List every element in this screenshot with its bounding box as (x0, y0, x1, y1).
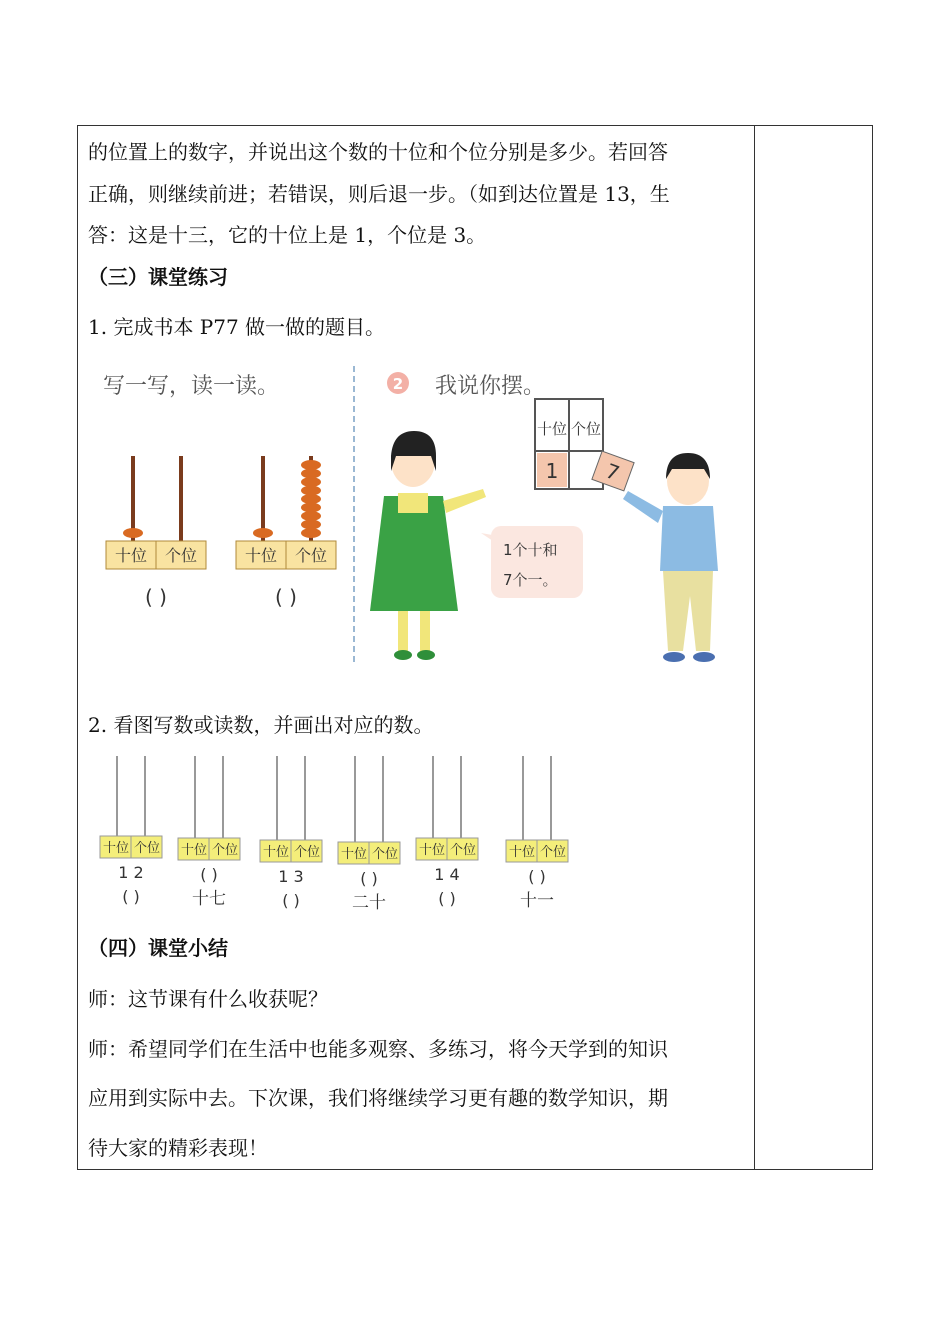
abacus-bead (301, 460, 321, 470)
girl-illustration (370, 431, 486, 660)
intro-line-2: 正确，则继续前进；若错误，则后退一步。（如到达位置是 13，生 (88, 182, 670, 206)
abacus-exercise-1 (100, 756, 162, 906)
column-divider (754, 126, 755, 1169)
abacus-exercise-2 (178, 756, 240, 909)
abacus-exercise-3 (260, 756, 322, 910)
task-2: 2. 看图写数或读数，并画出对应的数。 (88, 713, 434, 737)
intro-line-1: 的位置上的数字，并说出这个数的十位和个位分别是多少。若回答 (88, 140, 668, 164)
problem-number: 2 (392, 375, 404, 393)
place-value-card (535, 399, 634, 491)
number-digits: 1 2 (118, 863, 144, 882)
answer-blank: ( ) (528, 867, 546, 886)
abacus-2-ones-label: 个位 (294, 546, 328, 565)
answer-blank: ( ) (360, 869, 378, 888)
abacus-1-blank: ( ) (145, 585, 167, 609)
ones-label: 个位 (449, 843, 477, 858)
tens-label: 十位 (180, 843, 208, 858)
ones-label: 个位 (133, 841, 161, 856)
tens-label: 十位 (262, 845, 290, 860)
abacus-exercise-6 (506, 756, 568, 911)
speech-line-1: 1个十和 (503, 541, 558, 559)
ones-label: 个位 (211, 843, 239, 858)
ones-label: 个位 (539, 845, 567, 860)
answer-blank: ( ) (122, 887, 140, 906)
speech-bubble (481, 526, 583, 598)
abacus-2 (236, 456, 336, 609)
tens-label: 十位 (418, 843, 446, 858)
tens-label: 十位 (340, 847, 368, 862)
tens-label: 十位 (508, 845, 536, 860)
textbook-figure-1 (98, 361, 738, 681)
textbook-figure-2 (96, 748, 586, 918)
tens-label: 十位 (102, 841, 130, 856)
card-ones-value: 7 (602, 458, 623, 486)
section4-heading: （四）课堂小结 (88, 936, 228, 960)
answer-blank: ( ) (282, 891, 300, 910)
abacus-2-tens-bead (253, 528, 273, 538)
fig1-right-title: 我说你摆。 (435, 374, 546, 399)
boy-illustration (623, 453, 718, 662)
abacus-exercise-4 (338, 756, 400, 913)
number-word: 十一 (520, 891, 554, 911)
summary-question: 师：这节课有什么收获呢？ (88, 987, 328, 1011)
summary-line-3: 待大家的精彩表现！ (88, 1136, 268, 1160)
abacus-2-ones-beads (301, 460, 321, 538)
card-tens-value: 1 (545, 459, 559, 483)
abacus-1-tens-bead (123, 528, 143, 538)
abacus-2-tens-label: 十位 (244, 546, 278, 565)
task-1: 1. 完成书本 P77 做一做的题目。 (88, 315, 386, 339)
abacus-2-blank: ( ) (275, 585, 297, 609)
intro-line-3: 答：这是十三，它的十位上是 1，个位是 3。 (88, 223, 487, 247)
card-tens-label: 十位 (536, 420, 568, 438)
summary-line-2: 应用到实际中去。下次课，我们将继续学习更有趣的数学知识，期 (88, 1086, 668, 1110)
number-digits: 1 4 (434, 865, 460, 884)
abacus-1-tens-label: 十位 (114, 546, 148, 565)
lesson-table (77, 125, 873, 1170)
number-digits: 1 3 (278, 867, 304, 886)
abacus-1-ones-label: 个位 (164, 546, 198, 565)
speech-line-2: 7个一。 (503, 571, 558, 589)
abacus-exercise-5 (416, 756, 478, 908)
answer-blank: ( ) (200, 865, 218, 884)
ones-label: 个位 (371, 847, 399, 862)
card-ones-label: 个位 (570, 420, 602, 438)
section3-heading: （三）课堂练习 (88, 265, 228, 289)
answer-blank: ( ) (438, 889, 456, 908)
fig1-left-title: 写一写，读一读。 (103, 374, 280, 399)
number-word: 十七 (192, 889, 226, 909)
abacus-1 (106, 456, 206, 609)
number-word: 二十 (352, 893, 386, 913)
ones-label: 个位 (293, 845, 321, 860)
summary-line-1: 师：希望同学们在生活中也能多观察、多练习，将今天学到的知识 (88, 1037, 668, 1061)
